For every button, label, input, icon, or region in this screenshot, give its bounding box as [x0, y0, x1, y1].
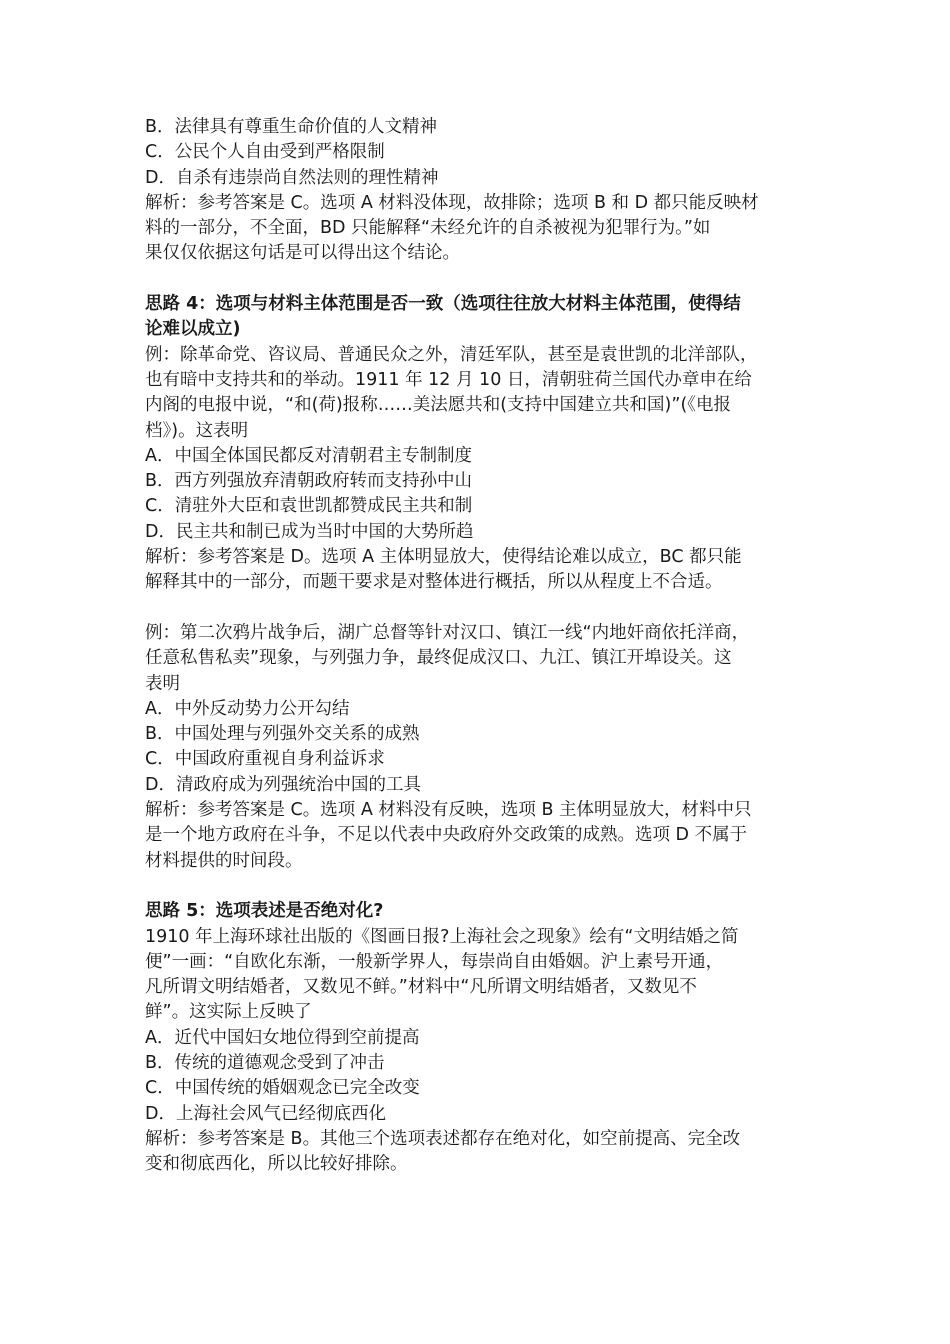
- option-a: A．近代中国妇女地位得到空前提高: [145, 1027, 420, 1048]
- question-stem-line: 表明: [145, 673, 180, 694]
- option-d: D．自杀有违崇尚自然法则的理性精神: [145, 167, 439, 188]
- option-a: A．中外反动势力公开勾结: [145, 698, 350, 719]
- spacer: [145, 267, 810, 292]
- analysis-line: 变和彻底西化，所以比较好排除。: [145, 1154, 408, 1175]
- analysis-line: 是一个地方政府在斗争，不足以代表中央政府外交政策的成熟。选项 D 不属于: [145, 825, 748, 846]
- analysis-line: 料的一部分，不全面，BD 只能解释“未经允许的自杀被视为犯罪行为。”如: [145, 218, 711, 239]
- option-b: B．法律具有尊重生命价值的人文精神: [145, 117, 438, 137]
- question-stem-line: 内阁的电报中说，“和(荷)报称……美法愿共和(支持中国建立共和国)”(《电报: [145, 395, 732, 416]
- spacer: [145, 874, 810, 899]
- question-stem-line: 例：第二次鸦片战争后，湖广总督等针对汉口、镇江一线“内地奸商依托洋商，: [145, 622, 750, 643]
- option-d: D．民主共和制已成为当时中国的大势所趋: [145, 521, 474, 542]
- question-stem-line: 便”一画：“自欧化东渐，一般新学界人，每崇尚自由婚姻。沪上素号开通，: [145, 951, 724, 972]
- option-d: D．清政府成为列强统治中国的工具: [145, 774, 421, 795]
- option-b: B．传统的道德观念受到了冲击: [145, 1052, 385, 1073]
- analysis-line: 果仅仅依据这句话是可以得出这个结论。: [145, 243, 460, 264]
- question-stem-line: 鲜”。这实际上反映了: [145, 1002, 312, 1023]
- analysis-line: 解析：参考答案是 D。选项 A 主体明显放大，使得结论难以成立，BC 都只能: [145, 547, 742, 568]
- question-stem-line: 也有暗中支持共和的举动。1911 年 12 月 10 日，清朝驻荷兰国代办章申在给: [145, 369, 752, 390]
- option-c: C．中国传统的婚姻观念已完全改变: [145, 1078, 420, 1099]
- analysis-line: 解析：参考答案是 C。选项 A 材料没有反映，选项 B 主体明显放大，材料中只: [145, 800, 752, 821]
- option-a: A．中国全体国民都反对清朝君主专制制度: [145, 445, 472, 466]
- analysis-line: 解释其中的一部分，而题干要求是对整体进行概括，所以从程度上不合适。: [145, 572, 723, 593]
- analysis-line: 解析：参考答案是 B。其他三个选项表述都存在绝对化，如空前提高、完全改: [145, 1128, 741, 1149]
- option-b: B．西方列强放弃清朝政府转而支持孙中山: [145, 471, 473, 492]
- spacer: [145, 596, 810, 621]
- option-b: B．中国处理与列强外交关系的成熟: [145, 724, 420, 745]
- question-stem-line: 凡所谓文明结婚者，又数见不鲜。”材料中“凡所谓文明结婚者，又数见不: [145, 977, 697, 998]
- option-d: D．上海社会风气已经彻底西化: [145, 1103, 386, 1124]
- analysis-line: 材料提供的时间段。: [145, 850, 303, 871]
- section-heading: 思路 4：选项与材料主体范围是否一致（选项往往放大材料主体范围，使得结: [145, 294, 741, 315]
- question-stem-line: 任意私售私卖”现象，与列强力争，最终促成汉口、九江、镇江开埠设关。这: [145, 648, 732, 669]
- question-stem-line: 档》)。这表明: [145, 420, 249, 441]
- option-c: C．中国政府重视自身利益诉求: [145, 749, 385, 770]
- analysis-line: 解析：参考答案是 C。选项 A 材料没体现，故排除；选项 B 和 D 都只能反映材: [145, 192, 759, 213]
- option-c: C．清驻外大臣和袁世凯都赞成民主共和制: [145, 496, 473, 517]
- question-stem-line: 例：除革命党、咨议局、普通民众之外，清廷军队，甚至是袁世凯的北洋部队，: [145, 344, 758, 365]
- section-heading: 论难以成立): [145, 319, 241, 340]
- section-heading: 思路 5：选项表述是否绝对化?: [145, 901, 384, 922]
- option-c: C．公民个人自由受到严格限制: [145, 142, 385, 163]
- question-stem-line: 1910 年上海环球社出版的《图画日报?上海社会之现象》绘有“文明结婚之简: [145, 926, 739, 947]
